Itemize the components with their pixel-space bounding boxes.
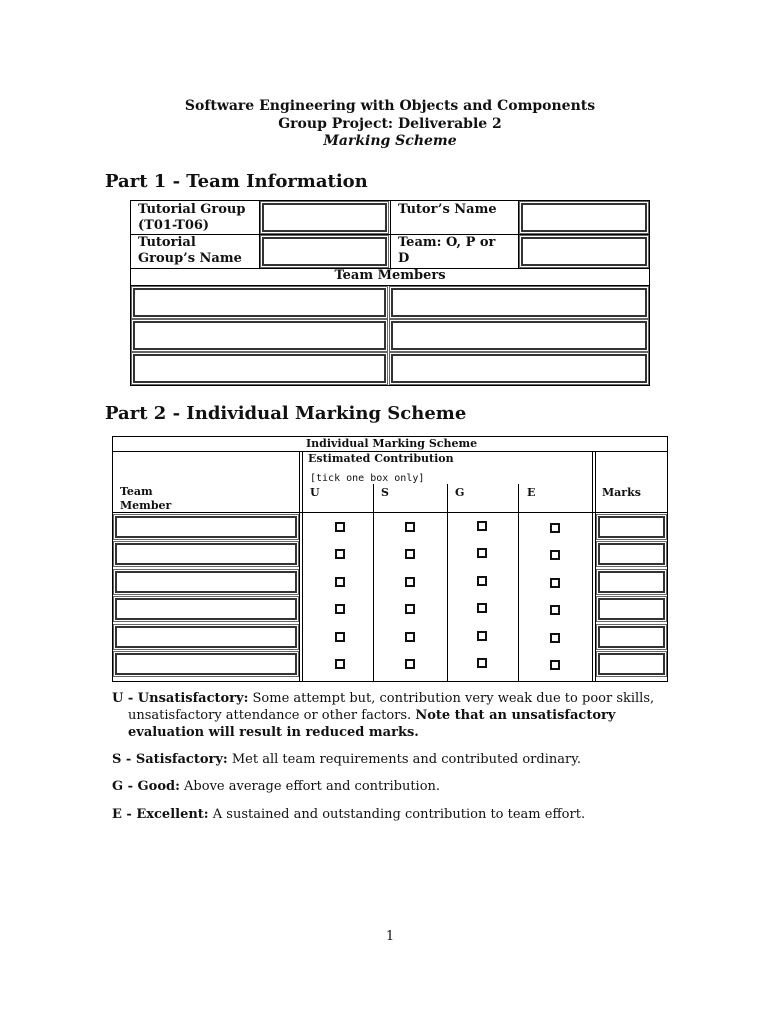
checkbox-s[interactable]	[405, 549, 415, 559]
member-name-input[interactable]	[115, 516, 297, 538]
checkbox-e[interactable]	[550, 605, 560, 615]
divider	[302, 451, 303, 682]
member-name-input[interactable]	[115, 653, 297, 675]
tutorial-group-input[interactable]	[262, 203, 387, 232]
checkbox-s[interactable]	[405, 604, 415, 614]
checkbox-e[interactable]	[550, 550, 560, 560]
member-name-input[interactable]	[115, 598, 297, 620]
part1-title: Part 1 - Team Information	[105, 171, 368, 192]
team-member-input[interactable]	[133, 321, 386, 350]
tick-note: [tick one box only]	[310, 473, 425, 484]
team-member-input[interactable]	[133, 354, 386, 383]
divider	[373, 484, 374, 682]
checkbox-e[interactable]	[550, 578, 560, 588]
checkbox-s[interactable]	[405, 659, 415, 669]
checkbox-g[interactable]	[477, 631, 487, 641]
marks-input[interactable]	[598, 516, 665, 538]
checkbox-u[interactable]	[335, 659, 345, 669]
team-members-label: Team Members	[334, 268, 446, 283]
legend-satisfactory	[112, 751, 678, 768]
legend-u-note: Note that an unsatisfactory evaluation will result in reduced marks.	[128, 708, 616, 740]
marks-input[interactable]	[598, 571, 665, 593]
team-member-input[interactable]	[391, 354, 647, 383]
team-input[interactable]	[521, 237, 647, 266]
checkbox-g[interactable]	[477, 658, 487, 668]
project-title: Group Project: Deliverable 2	[278, 116, 502, 132]
tutors-name-label: Tutor’s Name	[398, 202, 497, 217]
checkbox-s[interactable]	[405, 522, 415, 532]
divider	[447, 484, 448, 682]
checkbox-e[interactable]	[550, 523, 560, 533]
checkbox-g[interactable]	[477, 548, 487, 558]
tutorial-group-name-input[interactable]	[262, 237, 387, 266]
tutorial-group-label: Tutorial Group (T01-T06)	[138, 202, 246, 233]
legend-unsatisfactory	[112, 690, 678, 741]
team-member-input[interactable]	[133, 288, 386, 317]
checkbox-s[interactable]	[405, 632, 415, 642]
document-type: Marking Scheme	[323, 133, 457, 149]
checkbox-g[interactable]	[477, 576, 487, 586]
legend-e-text: A sustained and outstanding contribution to team effort.	[212, 807, 586, 822]
member-name-input[interactable]	[115, 543, 297, 565]
team-member-input[interactable]	[391, 288, 647, 317]
checkbox-u[interactable]	[335, 632, 345, 642]
table-title: Individual Marking Scheme	[306, 437, 478, 450]
legend-s-text: Met all team requirements and contributed ordinary.	[231, 752, 581, 767]
tutorial-group-name-label: Tutorial Group’s Name	[138, 235, 242, 266]
checkbox-u[interactable]	[335, 577, 345, 587]
legend-g-text: Above average effort and contribution.	[184, 779, 441, 794]
column-g: G	[455, 486, 465, 499]
legend-s-term: S - Satisfactory:	[112, 752, 228, 767]
legend-g-term: G - Good:	[112, 779, 180, 794]
marks-header: Marks	[602, 486, 641, 499]
divider	[130, 285, 650, 286]
legend-e-term: E - Excellent:	[112, 807, 209, 822]
divider	[112, 512, 668, 513]
page-number: 1	[385, 929, 395, 944]
divider	[592, 451, 593, 682]
tutors-name-input[interactable]	[521, 203, 647, 232]
marks-input[interactable]	[598, 626, 665, 648]
course-title: Software Engineering with Objects and Components	[184, 98, 596, 114]
legend-excellent	[112, 806, 678, 823]
legend-u-term: U - Unsatisfactory:	[112, 691, 249, 706]
checkbox-g[interactable]	[477, 521, 487, 531]
marks-input[interactable]	[598, 598, 665, 620]
column-u: U	[310, 486, 320, 499]
checkbox-s[interactable]	[405, 577, 415, 587]
checkbox-g[interactable]	[477, 603, 487, 613]
team-member-input[interactable]	[391, 321, 647, 350]
divider	[595, 451, 596, 682]
divider	[299, 451, 300, 682]
column-s: S	[381, 486, 389, 499]
column-e: E	[527, 486, 536, 499]
estimated-contribution-label: Estimated Contribution	[308, 452, 454, 465]
legend-u-text: Some attempt but, contribution very weak due to poor skills, unsatisfactory attendance or other factors.	[128, 691, 655, 723]
member-name-input[interactable]	[115, 626, 297, 648]
checkbox-e[interactable]	[550, 633, 560, 643]
marks-input[interactable]	[598, 543, 665, 565]
checkbox-u[interactable]	[335, 549, 345, 559]
checkbox-u[interactable]	[335, 604, 345, 614]
member-name-input[interactable]	[115, 571, 297, 593]
marks-input[interactable]	[598, 653, 665, 675]
checkbox-u[interactable]	[335, 522, 345, 532]
checkbox-e[interactable]	[550, 660, 560, 670]
team-label: Team: O, P or D	[398, 235, 496, 266]
part2-title: Part 2 - Individual Marking Scheme	[105, 403, 467, 424]
divider	[518, 484, 519, 682]
legend-good	[112, 778, 678, 795]
team-member-header: Team Member	[120, 485, 172, 512]
